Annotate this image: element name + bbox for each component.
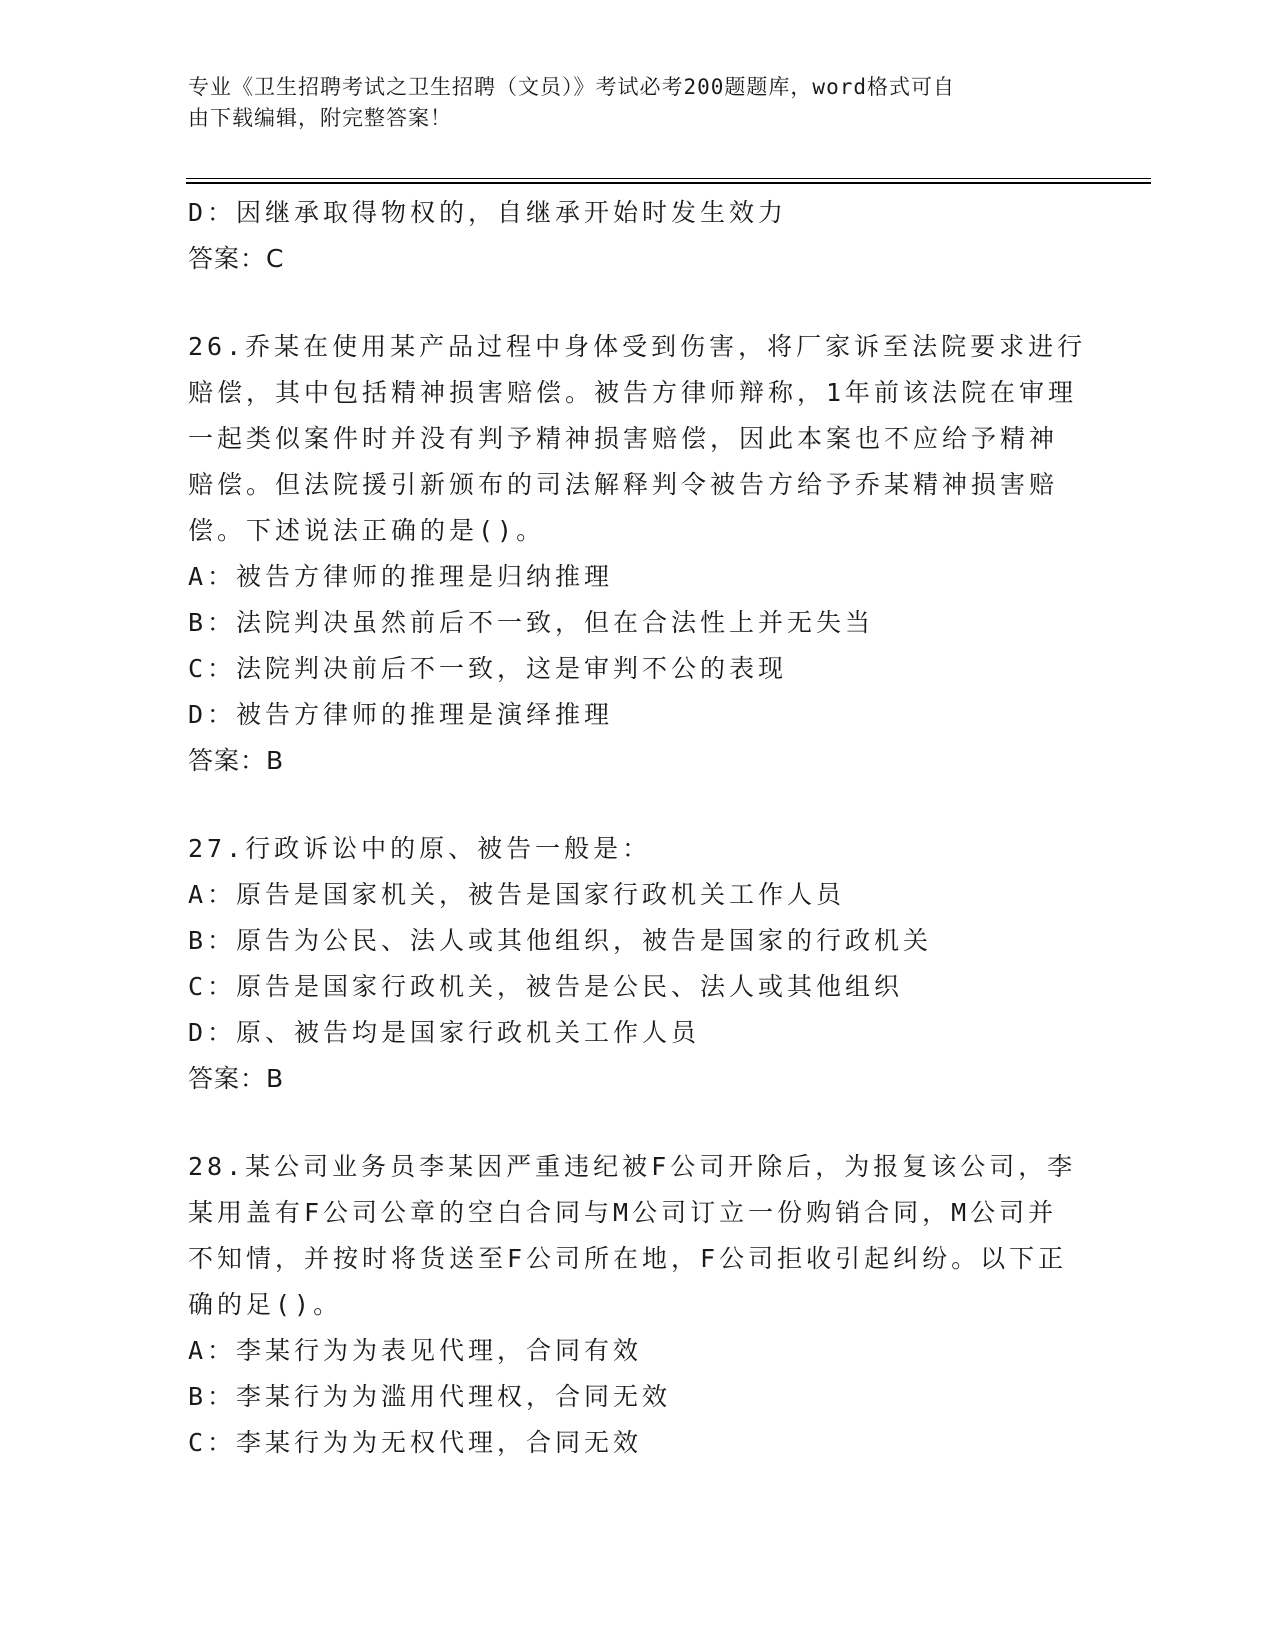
- header-divider-thick: [186, 182, 1151, 184]
- option-d: D：原、被告均是国家行政机关工作人员: [188, 1018, 701, 1047]
- option-a: A：原告是国家机关，被告是国家行政机关工作人员: [188, 880, 846, 909]
- question-28: [188, 1144, 1088, 1466]
- spacer: [188, 1102, 1088, 1144]
- question-stem-line: 27.行政诉讼中的原、被告一般是：: [188, 834, 652, 863]
- option-c: C：原告是国家行政机关，被告是公民、法人或其他组织: [188, 972, 904, 1001]
- question-stem-line: 赔偿，其中包括精神损害赔偿。被告方律师辩称，1年前该法院在审理: [188, 378, 1078, 407]
- option-d: D：被告方律师的推理是演绎推理: [188, 700, 614, 729]
- question-stem-line: 确的足()。: [188, 1290, 343, 1319]
- option-b: B：原告为公民、法人或其他组织，被告是国家的行政机关: [188, 926, 933, 955]
- option-a: A：被告方律师的推理是归纳推理: [188, 562, 614, 591]
- option-b: B：李某行为为滥用代理权，合同无效: [188, 1382, 672, 1411]
- question-stem-line: 赔偿。但法院援引新颁布的司法解释判令被告方给予乔某精神损害赔: [188, 470, 1059, 499]
- question-stem-line: 不知情，并按时将货送至F公司所在地，F公司拒收引起纠纷。以下正: [188, 1244, 1068, 1273]
- question-stem-line: 26.乔某在使用某产品过程中身体受到伤害，将厂家诉至法院要求进行: [188, 332, 1087, 361]
- option-b: B：法院判决虽然前后不一致，但在合法性上并无失当: [188, 608, 875, 637]
- spacer: [188, 282, 1088, 324]
- question-stem-line: 一起类似案件时并没有判予精神损害赔偿，因此本案也不应给予精神: [188, 424, 1059, 453]
- question-27: [188, 826, 1088, 1102]
- question-content: [188, 190, 1088, 1466]
- question-stem-line: 28.某公司业务员李某因严重违纪被F公司开除后，为报复该公司，李: [188, 1152, 1077, 1181]
- spacer: [188, 784, 1088, 826]
- answer-line: 答案：B: [188, 746, 285, 775]
- header-line-1: 专业《卫生招聘考试之卫生招聘（文员）》考试必考200题题库，word格式可自: [188, 75, 955, 99]
- option-c: C：法院判决前后不一致，这是审判不公的表现: [188, 654, 788, 683]
- answer-line: 答案：B: [188, 1064, 285, 1093]
- document-header: [188, 72, 1068, 134]
- header-line-2: 由下载编辑，附完整答案！: [188, 106, 452, 130]
- question-stem-line: 偿。下述说法正确的是()。: [188, 516, 546, 545]
- option-c: C：李某行为为无权代理，合同无效: [188, 1428, 643, 1457]
- option-a: A：李某行为为表见代理，合同有效: [188, 1336, 643, 1365]
- prev-option-d: D：因继承取得物权的，自继承开始时发生效力: [188, 198, 788, 227]
- question-stem-line: 某用盖有F公司公章的空白合同与M公司订立一份购销合同，M公司并: [188, 1198, 1058, 1227]
- question-26: [188, 324, 1088, 784]
- prev-answer: 答案：C: [188, 244, 285, 273]
- header-divider-thin: [186, 178, 1151, 179]
